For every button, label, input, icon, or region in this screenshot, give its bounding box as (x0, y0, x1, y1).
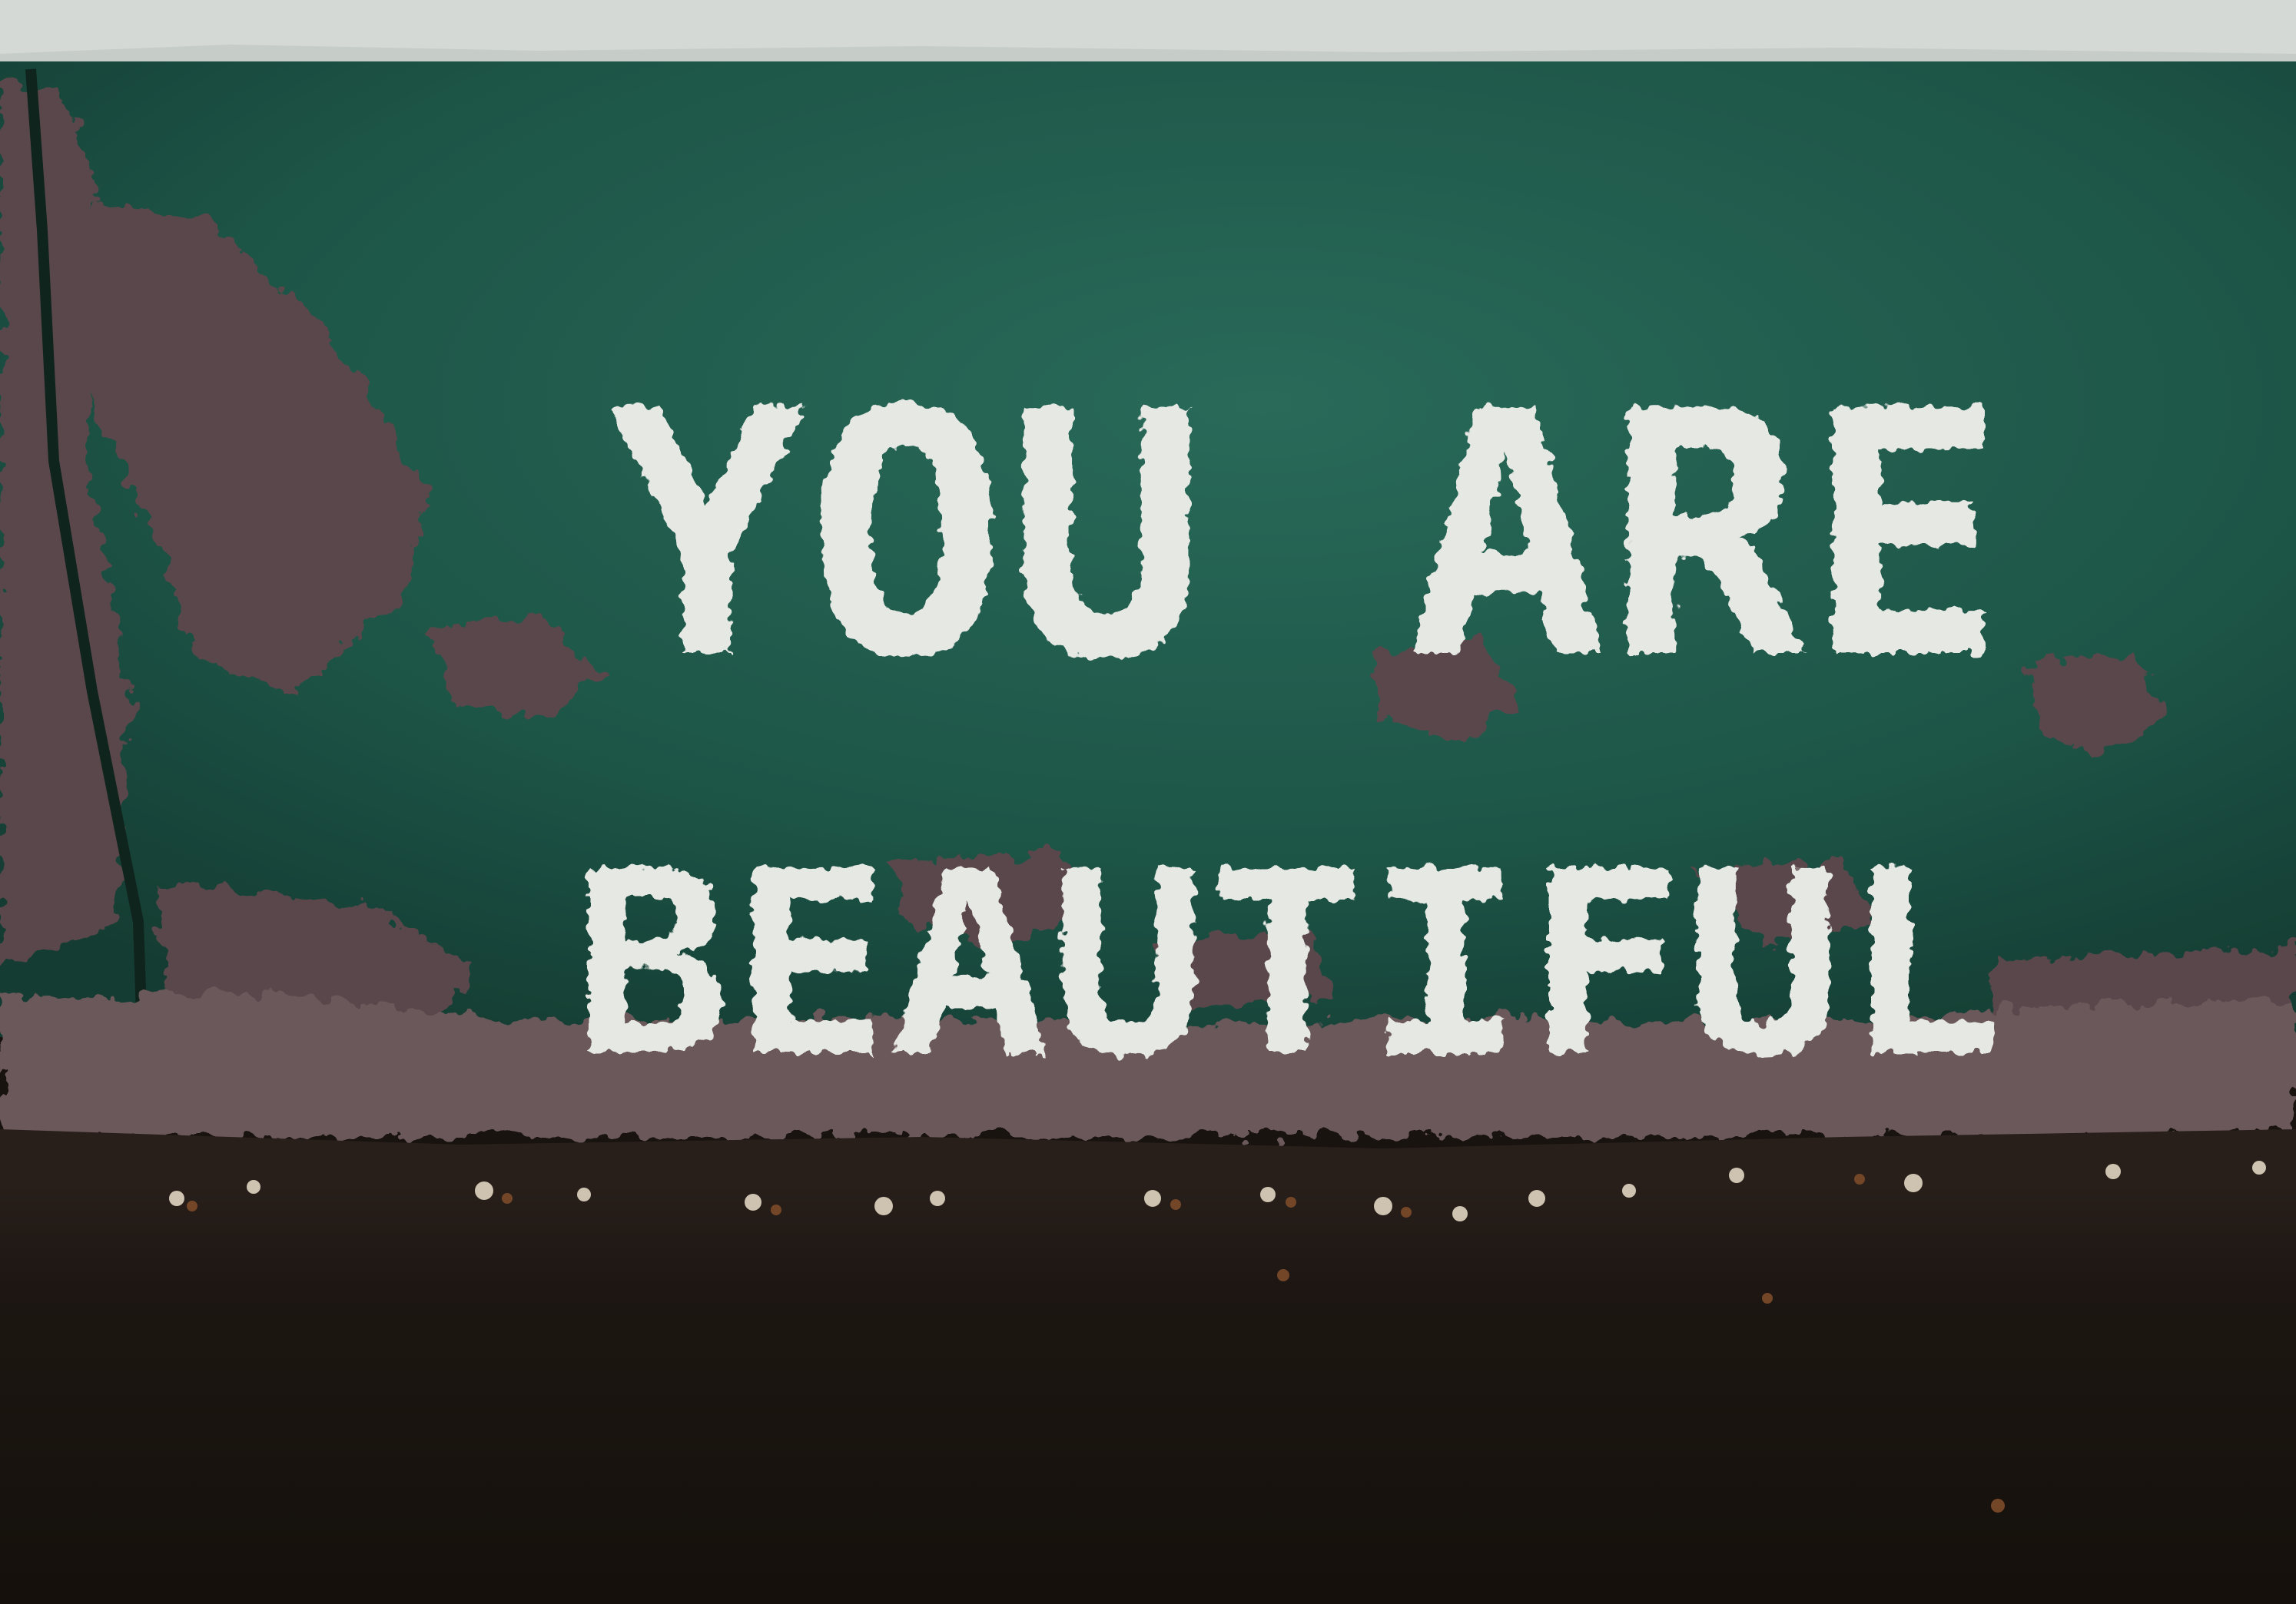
graffiti-line-you-are: YOU ARE (607, 340, 2006, 733)
graffiti-line-beautiful: BEAUTIFUL (572, 817, 2002, 1112)
